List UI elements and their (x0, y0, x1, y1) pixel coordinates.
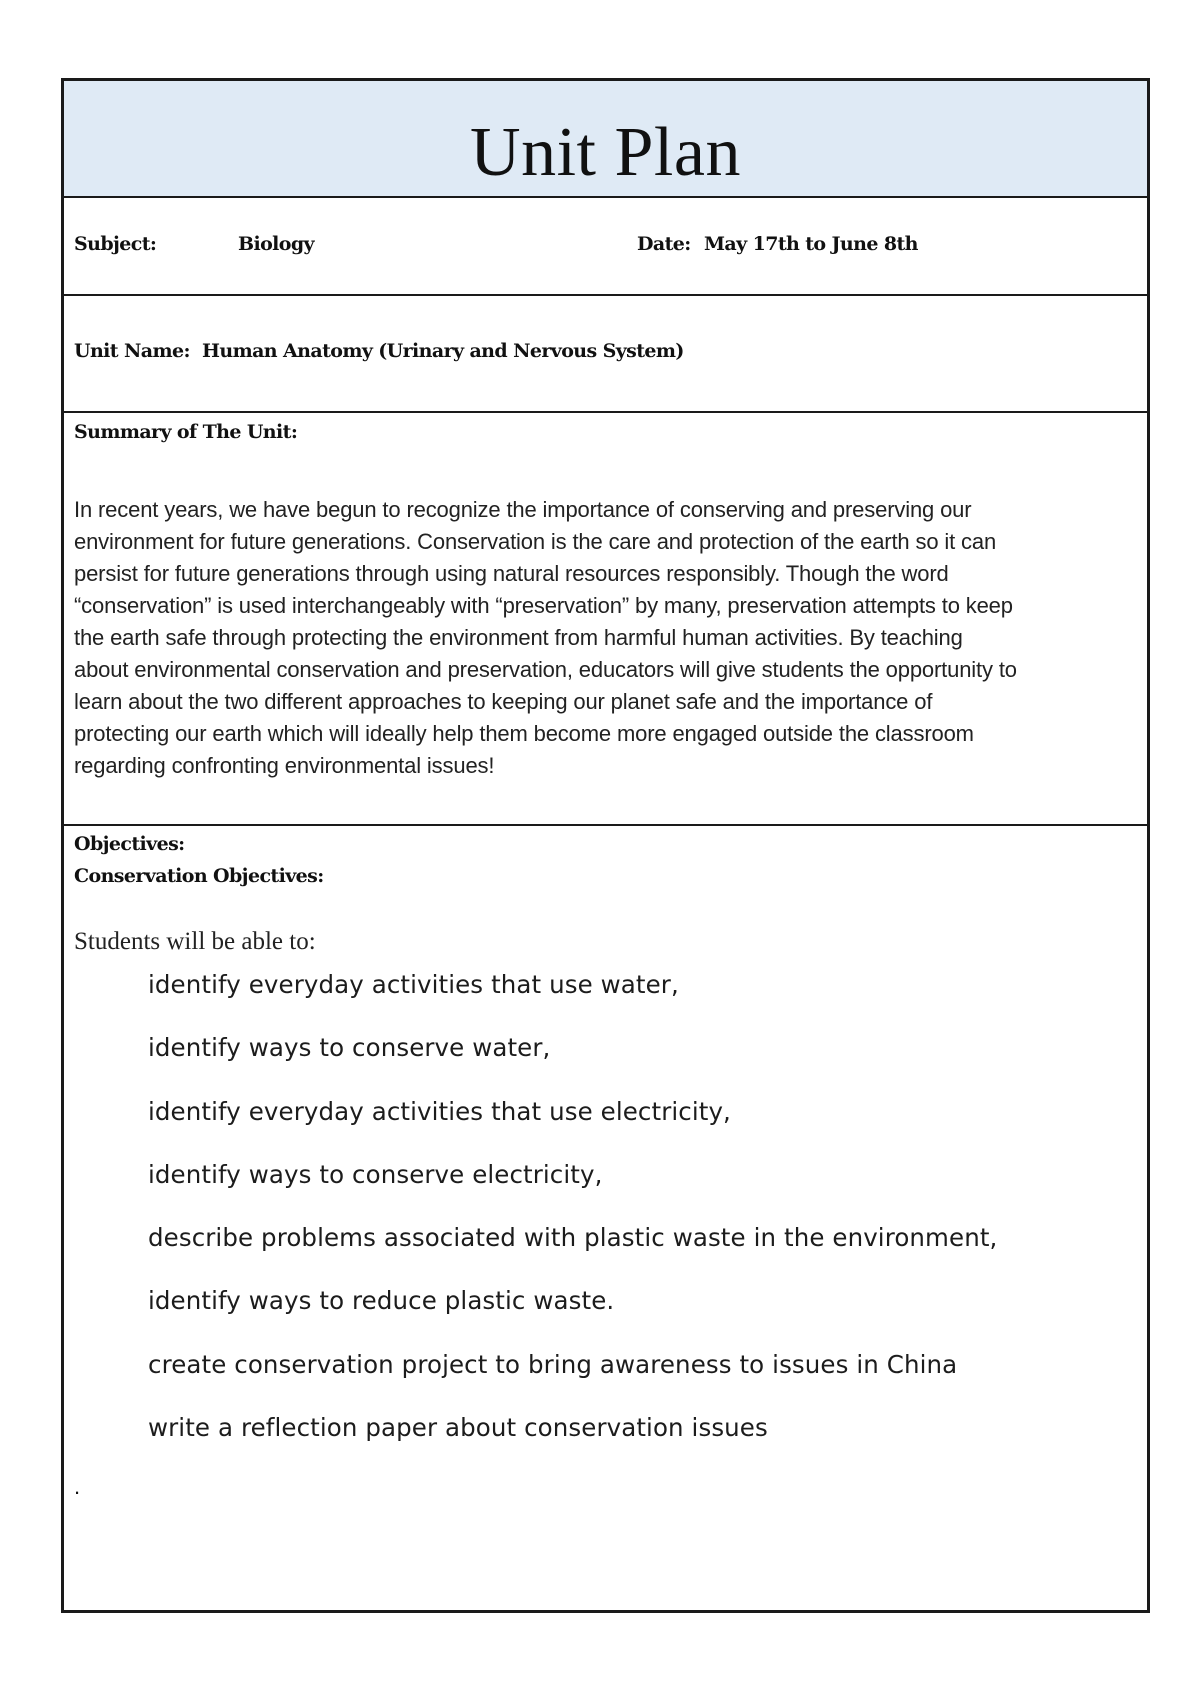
objective-item: identify ways to conserve electricity, (148, 1159, 603, 1189)
summary-line: protecting our earth which will ideally help them become more engaged outside the classroom (74, 721, 974, 746)
title-row (64, 81, 1147, 198)
objectives-label: Objectives: (74, 833, 185, 855)
subject-label: Subject: (74, 233, 157, 255)
summary-line: about environmental conservation and preservation, educators will give students the opportunity to (74, 657, 1017, 682)
summary-line: learn about the two different approaches to keeping our planet safe and the importance of (74, 689, 933, 714)
page-title: Unit Plan (470, 114, 741, 191)
summary-line: “conservation” is used interchangeably with “preservation” by many, preservation attempts to keep (74, 593, 1013, 618)
unit-plan-table (61, 78, 1150, 1613)
objective-item: write a reflection paper about conservation issues (148, 1413, 768, 1443)
summary-row (64, 413, 1147, 826)
summary-line: In recent years, we have begun to recognize the importance of conserving and preserving our (74, 497, 972, 522)
objectives-intro: Students will be able to: (74, 928, 316, 955)
summary-paragraph (74, 494, 1149, 782)
unit-name-label: Unit Name: (74, 340, 190, 362)
objective-item: identify everyday activities that use electricity, (148, 1096, 731, 1126)
summary-label: Summary of The Unit: (74, 421, 298, 443)
objectives-list (148, 970, 997, 1476)
unit-name-row (64, 296, 1147, 413)
summary-line: regarding confronting environmental issues! (74, 753, 495, 778)
objectives-row (64, 826, 1147, 1613)
subject-date-row (64, 198, 1147, 296)
subject-value: Biology (238, 233, 314, 255)
trailing-period: . (74, 1474, 81, 1499)
objective-item: identify ways to conserve water, (148, 1033, 551, 1063)
objective-item: identify ways to reduce plastic waste. (148, 1286, 615, 1316)
objective-item: identify everyday activities that use water, (148, 970, 679, 999)
conservation-objectives-label: Conservation Objectives: (74, 865, 324, 887)
date-label: Date: (637, 233, 691, 255)
summary-line: persist for future generations through using natural resources responsibly. Though the word (74, 561, 949, 586)
summary-line: the earth safe through protecting the environment from harmful human activities. By teaching (74, 625, 963, 650)
date-value: May 17th to June 8th (704, 233, 918, 255)
summary-line: environment for future generations. Conservation is the care and protection of the earth so it can (74, 529, 997, 554)
objective-item: describe problems associated with plastic waste in the environment, (148, 1223, 998, 1253)
objective-item: create conservation project to bring awareness to issues in China (148, 1349, 958, 1379)
unit-name-value: Human Anatomy (Urinary and Nervous System) (202, 340, 684, 362)
